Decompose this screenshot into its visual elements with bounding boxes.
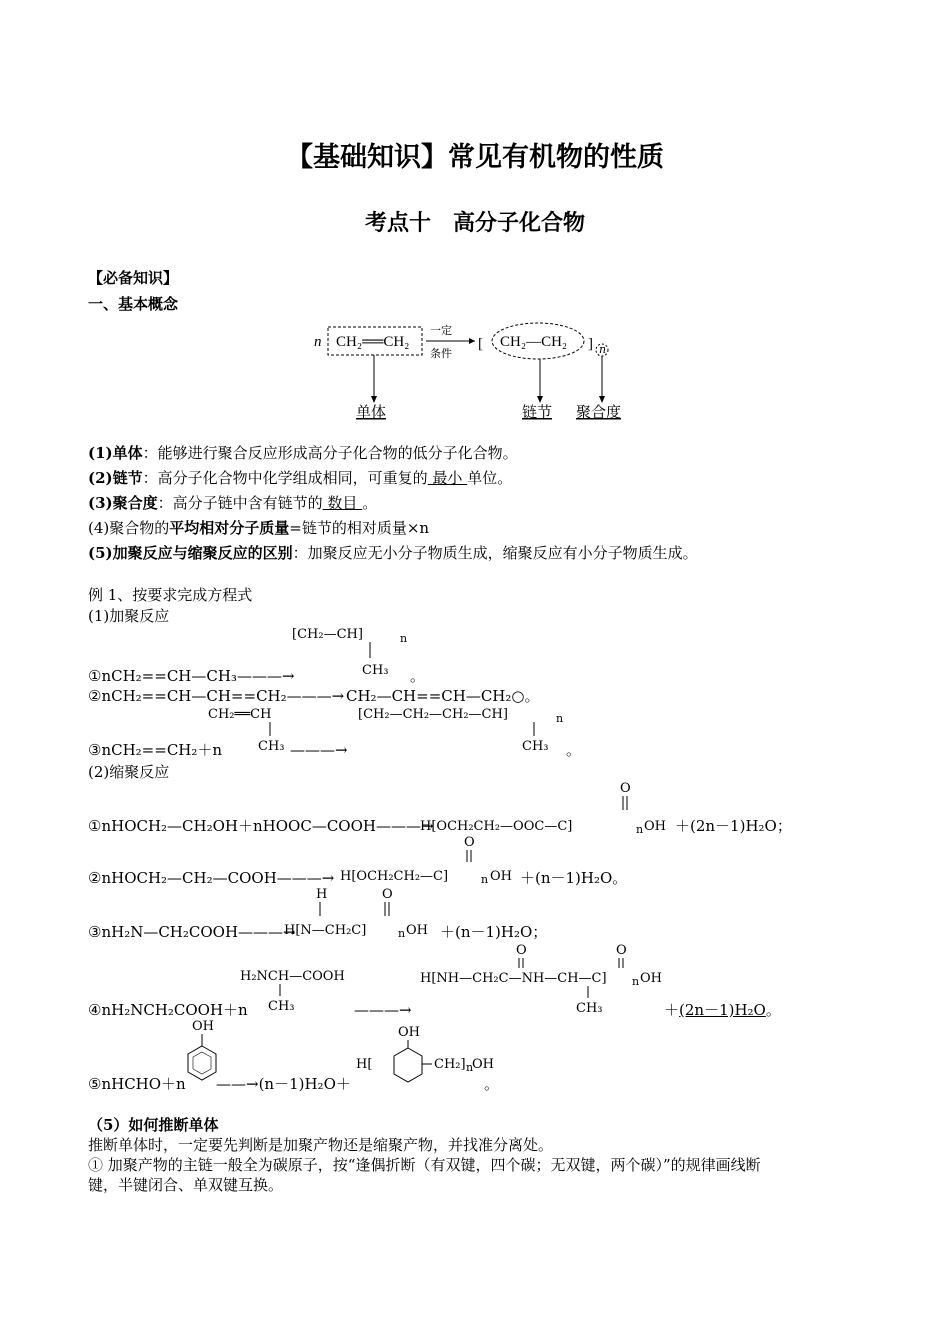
reaction-cond-1: ①nHOCH₂—CH₂OH＋nHOOC—COOH———→ — [88, 817, 434, 835]
page-subtitle: 考点十 高分子化合物 — [364, 210, 585, 236]
svg-text:H[N—CH₂C]: H[N—CH₂C] — [284, 923, 367, 938]
reaction-add-2-product: CH₂—CH==CH—CH₂○。 — [346, 687, 540, 705]
svg-text:CH₃: CH₃ — [522, 739, 549, 754]
section5-paragraph-2a: ① 加聚产物的主链一般全为碳原子，按“逢偶折断（有双键，四个碳；无双键，两个碳）”的规律画线断 — [88, 1156, 761, 1174]
svg-text:CH₃: CH₃ — [268, 999, 295, 1014]
svg-text:H[OCH₂CH₂—OOC—C]: H[OCH₂CH₂—OOC—C] — [420, 819, 573, 834]
svg-text:CH₃: CH₃ — [258, 739, 285, 754]
svg-text:H[NH—CH₂C—NH—CH—C]: H[NH—CH₂C—NH—CH—C] — [420, 971, 607, 986]
polymer-concept-diagram — [300, 315, 660, 425]
section-label: 【必备知识】 — [88, 269, 179, 287]
polyamide-1-structure — [284, 884, 464, 944]
reaction-cond-5-mid: ——→(n－1)H₂O＋ — [216, 1075, 351, 1093]
svg-text:O: O — [464, 835, 475, 850]
section5-heading: （5）如何推断单体 — [88, 1116, 219, 1134]
svg-text:OH: OH — [640, 971, 662, 986]
svg-text:O: O — [382, 887, 393, 902]
svg-text:n: n — [636, 823, 644, 836]
svg-text:n: n — [481, 873, 489, 886]
svg-text:[CH₂—CH₂—CH₂—CH]: [CH₂—CH₂—CH₂—CH] — [358, 707, 508, 722]
polypropylene-structure — [292, 620, 422, 680]
svg-text:H[OCH₂CH₂—C]: H[OCH₂CH₂—C] — [340, 869, 449, 884]
reaction-cond-4: ④nH₂NCH₂COOH＋n — [88, 1001, 248, 1019]
definition-1: (1)单体：能够进行聚合反应形成高分子化合物的低分子化合物。 — [88, 444, 518, 462]
diagram-condition-bottom: 条件 — [430, 347, 452, 360]
diagram-condition-top: 一定 — [430, 324, 452, 337]
polyester-2-structure — [340, 832, 540, 888]
definition-4: (4)聚合物的平均相对分子质量=链节的相对质量×n — [88, 519, 430, 537]
diagram-label-unit: 链节 — [522, 405, 553, 421]
svg-text:H[: H[ — [356, 1057, 373, 1072]
svg-text:OH: OH — [644, 819, 666, 834]
svg-text:[: [ — [478, 336, 483, 352]
reaction-add-3-end: 。 — [566, 741, 582, 759]
definition-5: (5)加聚反应与缩聚反应的区别：加聚反应无小分子物质生成，缩聚反应有小分子物质生成。 — [88, 544, 698, 562]
example-part1: (1)加聚反应 — [88, 607, 170, 625]
reaction-add-1: ①nCH₂==CH—CH₃———→ — [88, 667, 295, 685]
svg-text:OH: OH — [472, 1057, 494, 1072]
svg-text:n: n — [400, 632, 408, 645]
section5-paragraph-1: 推断单体时，一定要先判断是加聚产物还是缩聚产物，并找准分离处。 — [88, 1136, 554, 1154]
svg-text:n: n — [556, 712, 564, 725]
reaction-cond-5-end: 。 — [484, 1075, 500, 1093]
svg-text:O: O — [620, 781, 631, 796]
example-title: 例 1、按要求完成方程式 — [88, 586, 253, 604]
svg-text:n: n — [466, 1061, 474, 1074]
svg-text:CH₃: CH₃ — [576, 1001, 603, 1016]
svg-text:OH: OH — [490, 869, 512, 884]
diagram-unit-formula: CH₂—CH₂ — [500, 334, 568, 350]
copolymer-structure — [358, 702, 578, 752]
diagram-subscript-n: n — [599, 343, 607, 356]
reaction-cond-2-end: ＋(n－1)H₂O。 — [520, 869, 628, 887]
reaction-add-2: ②nCH₂==CH—CH==CH₂———→ — [88, 687, 345, 705]
reaction-cond-3: ③nH₂N—CH₂COOH———→ — [88, 923, 296, 941]
reaction-add-3: ③nCH₂==CH₂＋n — [88, 741, 223, 759]
reaction-cond-3-end: ＋(n－1)H₂O； — [440, 923, 548, 941]
reaction-cond-1-end: ＋(2n－1)H₂O； — [675, 817, 792, 835]
phenolic-resin-structure — [356, 1024, 496, 1088]
diagram-label-degree: 聚合度 — [576, 405, 622, 421]
diagram-n: n — [314, 334, 322, 350]
svg-text:O: O — [616, 943, 627, 958]
definition-2: (2)链节：高分子化合物中化学组成相同，可重复的 最小 单位。 — [88, 469, 513, 487]
svg-text:O: O — [516, 943, 527, 958]
reaction-add-3-arrow: ———→ — [290, 741, 348, 759]
svg-text:n: n — [398, 927, 406, 940]
reaction-cond-5: ⑤nHCHO＋n — [88, 1075, 186, 1093]
svg-text:H₂NCH—COOH: H₂NCH—COOH — [240, 969, 345, 984]
definition-3: (3)聚合度：高分子链中含有链节的 数目 。 — [88, 494, 378, 512]
section-heading: 一、基本概念 — [88, 295, 179, 313]
svg-text:OH: OH — [192, 1019, 214, 1034]
reaction-add-1-end: 。 — [410, 667, 426, 685]
svg-text:CH₂══CH: CH₂══CH — [208, 707, 272, 722]
reaction-cond-4-end: ＋(2n－1)H₂O。 — [664, 1001, 781, 1019]
svg-text:CH₂]: CH₂] — [434, 1057, 466, 1072]
reaction-cond-2: ②nHOCH₂—CH₂—COOH———→ — [88, 869, 335, 887]
diagram-monomer-formula: CH₂══CH₂ — [336, 334, 410, 350]
section5-paragraph-2b: 键，半键闭合、单双键互换。 — [88, 1176, 284, 1194]
svg-text:n: n — [632, 975, 640, 988]
svg-text:[CH₂—CH]: [CH₂—CH] — [292, 627, 363, 642]
svg-text:OH: OH — [406, 923, 428, 938]
example-part2: (2)缩聚反应 — [88, 763, 170, 781]
svg-text:OH: OH — [398, 1025, 420, 1040]
svg-text:]: ] — [588, 336, 593, 352]
alanine-structure — [240, 962, 370, 1012]
page-title: 【基础知识】常见有机物的性质 — [286, 142, 664, 173]
diagram-label-monomer: 单体 — [356, 405, 387, 421]
svg-text:H: H — [316, 887, 328, 902]
svg-text:CH₃: CH₃ — [362, 663, 389, 678]
dipeptide-polymer-structure — [420, 940, 680, 1016]
reaction-cond-4-arrow: ———→ — [354, 1001, 412, 1019]
